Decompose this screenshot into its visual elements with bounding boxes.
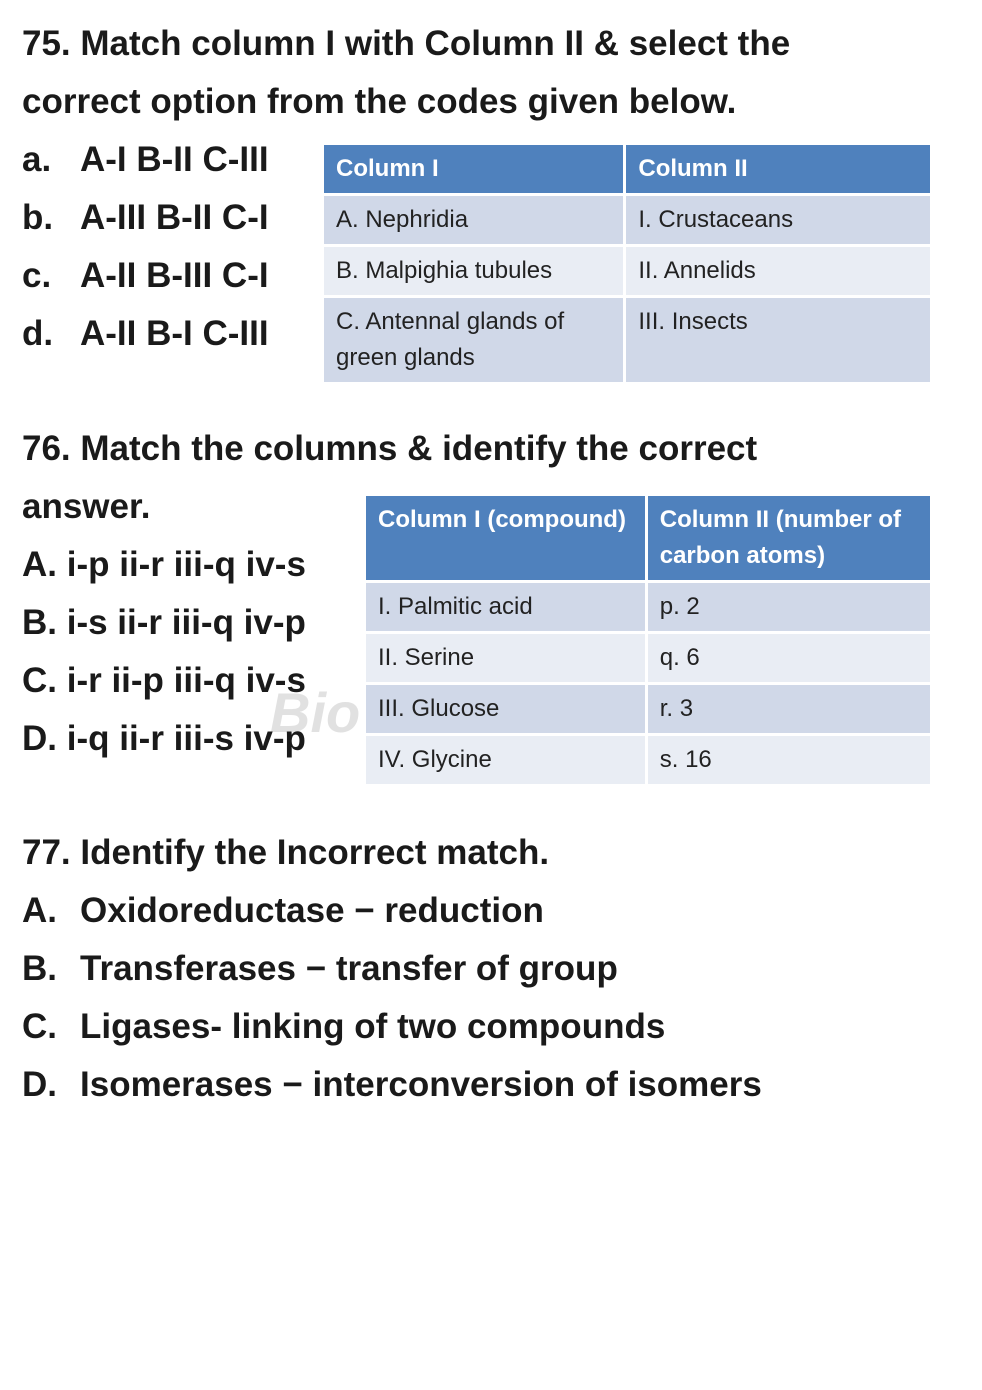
q75-option-d[interactable]: [22, 305, 269, 363]
q76-match-table: [363, 493, 933, 787]
table-cell: C. Antennal glands of green glands: [323, 297, 625, 384]
table-row: [365, 633, 932, 684]
table-cell: I. Palmitic acid: [365, 582, 647, 633]
option-text: i-s ii-r iii-q iv-p: [66, 603, 306, 642]
option-text: A-III B-II C-I: [80, 198, 269, 237]
q75-title-line1: 75. Match column I with Column II & select the: [22, 24, 791, 63]
table-row: [365, 735, 932, 786]
table-cell: B. Malpighia tubules: [323, 246, 625, 297]
q76-title-line1: 76. Match the columns & identify the correct: [22, 429, 758, 468]
q77-option-a[interactable]: [22, 882, 544, 940]
q75-match-table: [321, 142, 933, 385]
option-text: A-I B-II C-III: [80, 140, 269, 179]
q75-option-c[interactable]: [22, 247, 269, 305]
option-text: Transferases − transfer of group: [80, 949, 618, 988]
q75-option-a[interactable]: [22, 131, 269, 189]
table-cell: II. Annelids: [625, 246, 932, 297]
option-text: Oxidoreductase − reduction: [80, 891, 544, 930]
option-label: B.: [22, 603, 57, 642]
option-label: D.: [22, 1065, 57, 1104]
table-cell: A. Nephridia: [323, 195, 625, 246]
q76-title-line2: answer.: [22, 487, 151, 526]
q76-option-c[interactable]: [22, 652, 306, 710]
option-label: B.: [22, 949, 57, 988]
table-cell: III. Insects: [625, 297, 932, 384]
q75-option-b[interactable]: [22, 189, 269, 247]
q76-option-b[interactable]: [22, 594, 306, 652]
q77-option-c[interactable]: [22, 998, 665, 1056]
option-label: A.: [22, 891, 57, 930]
table-row: [323, 246, 932, 297]
option-text: i-p ii-r iii-q iv-s: [66, 545, 306, 584]
q77-option-b[interactable]: [22, 940, 618, 998]
table-row: [365, 582, 932, 633]
option-label: b.: [22, 198, 54, 237]
q76-option-d[interactable]: [22, 710, 306, 768]
table-cell: q. 6: [646, 633, 931, 684]
table-row: [323, 195, 932, 246]
option-text: A-II B-I C-III: [80, 314, 269, 353]
option-text: i-r ii-p iii-q iv-s: [66, 661, 306, 700]
option-label: A.: [22, 545, 57, 584]
table-cell: IV. Glycine: [365, 735, 647, 786]
table-header: Column I (compound): [365, 495, 647, 582]
option-label: a.: [22, 140, 52, 179]
option-label: D.: [22, 719, 57, 758]
table-cell: II. Serine: [365, 633, 647, 684]
table-header: Column II (number of carbon atoms): [646, 495, 931, 582]
table-cell: p. 2: [646, 582, 931, 633]
table-row: [323, 297, 932, 384]
q76-option-a[interactable]: [22, 536, 306, 594]
option-text: A-II B-III C-I: [80, 256, 269, 295]
option-label: C.: [22, 1007, 57, 1046]
table-cell: r. 3: [646, 684, 931, 735]
table-cell: I. Crustaceans: [625, 195, 932, 246]
q77-title: 77. Identify the Incorrect match.: [22, 833, 550, 872]
table-header: Column II: [625, 144, 932, 195]
table-row: [365, 684, 932, 735]
option-text: Isomerases − interconversion of isomers: [80, 1065, 762, 1104]
q75-title-line2: correct option from the codes given below.: [22, 82, 737, 121]
option-label: d.: [22, 314, 54, 353]
option-label: C.: [22, 661, 57, 700]
watermark: Bio: [270, 681, 361, 744]
table-cell: III. Glucose: [365, 684, 647, 735]
option-text: i-q ii-r iii-s iv-p: [66, 719, 306, 758]
option-label: c.: [22, 256, 52, 295]
table-cell: s. 16: [646, 735, 931, 786]
option-text: Ligases- linking of two compounds: [80, 1007, 666, 1046]
q77-option-d[interactable]: [22, 1056, 762, 1114]
table-header: Column I: [323, 144, 625, 195]
